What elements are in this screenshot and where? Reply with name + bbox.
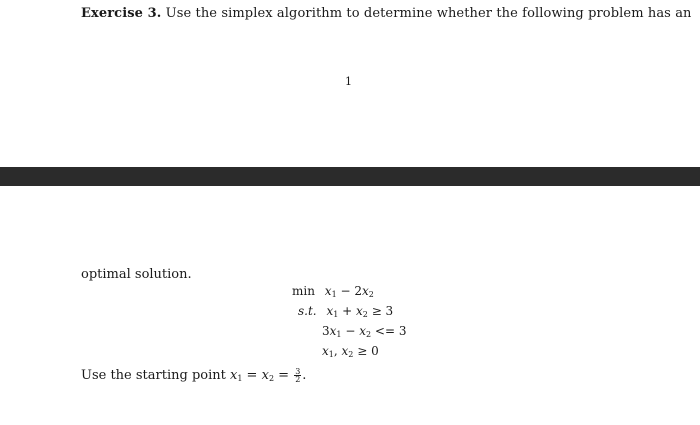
page-separator — [0, 167, 700, 186]
subject-to-label: s.t. — [298, 304, 317, 318]
constraint-2-coefficient: 3 — [322, 324, 330, 338]
exercise-statement — [81, 6, 692, 21]
starting-period: . — [302, 368, 307, 383]
constraint-1-relation: ≥ 3 — [367, 304, 394, 318]
constraint-1-term-2: $x_2$ — [356, 304, 368, 319]
exercise-label: Exercise 3. — [81, 6, 162, 21]
fraction-denominator: 2 — [295, 375, 301, 384]
constraint-2-relation: <= 3 — [371, 324, 407, 338]
constraint-3-relation: ≥ 0 — [353, 344, 379, 358]
constraint-2-operator: − — [341, 324, 360, 338]
continuation-text: optimal solution. — [81, 267, 192, 282]
objective-row — [292, 284, 374, 299]
constraint-1-term-1: $x_1$ — [326, 304, 339, 319]
starting-eq-2: = — [274, 368, 294, 383]
objective-term-1: $x_1$ — [324, 284, 337, 299]
fraction-numerator: 3 — [295, 367, 301, 376]
starting-eq-1: = — [242, 368, 262, 383]
constraint-2-term-1: $x_1$ — [329, 324, 342, 339]
document-page-1 — [0, 0, 700, 167]
starting-x2: $x_2$ — [261, 368, 275, 383]
starting-fraction — [294, 368, 301, 383]
constraint-3-term-1: $x_1$ — [322, 344, 334, 359]
objective-keyword: min — [292, 284, 315, 298]
constraint-1-operator: + — [338, 304, 356, 318]
starting-point-line — [81, 368, 306, 383]
starting-x1: $x_1$ — [229, 368, 243, 383]
constraint-row-3 — [322, 344, 379, 359]
constraint-2-term-2: $x_2$ — [359, 324, 372, 339]
objective-operator: − 2 — [336, 284, 362, 298]
constraint-row-2 — [322, 324, 406, 339]
starting-point-text: Use the starting point — [81, 368, 230, 383]
document-page-2 — [0, 186, 700, 425]
objective-term-2: $x_2$ — [361, 284, 374, 299]
constraint-3-term-2: $x_2$ — [341, 344, 354, 359]
constraint-row-1 — [298, 304, 393, 319]
constraint-3-comma: , — [333, 344, 342, 358]
exercise-text: Use the simplex algorithm to determine whether the following problem has an — [165, 6, 692, 21]
page-number: 1 — [345, 75, 352, 88]
